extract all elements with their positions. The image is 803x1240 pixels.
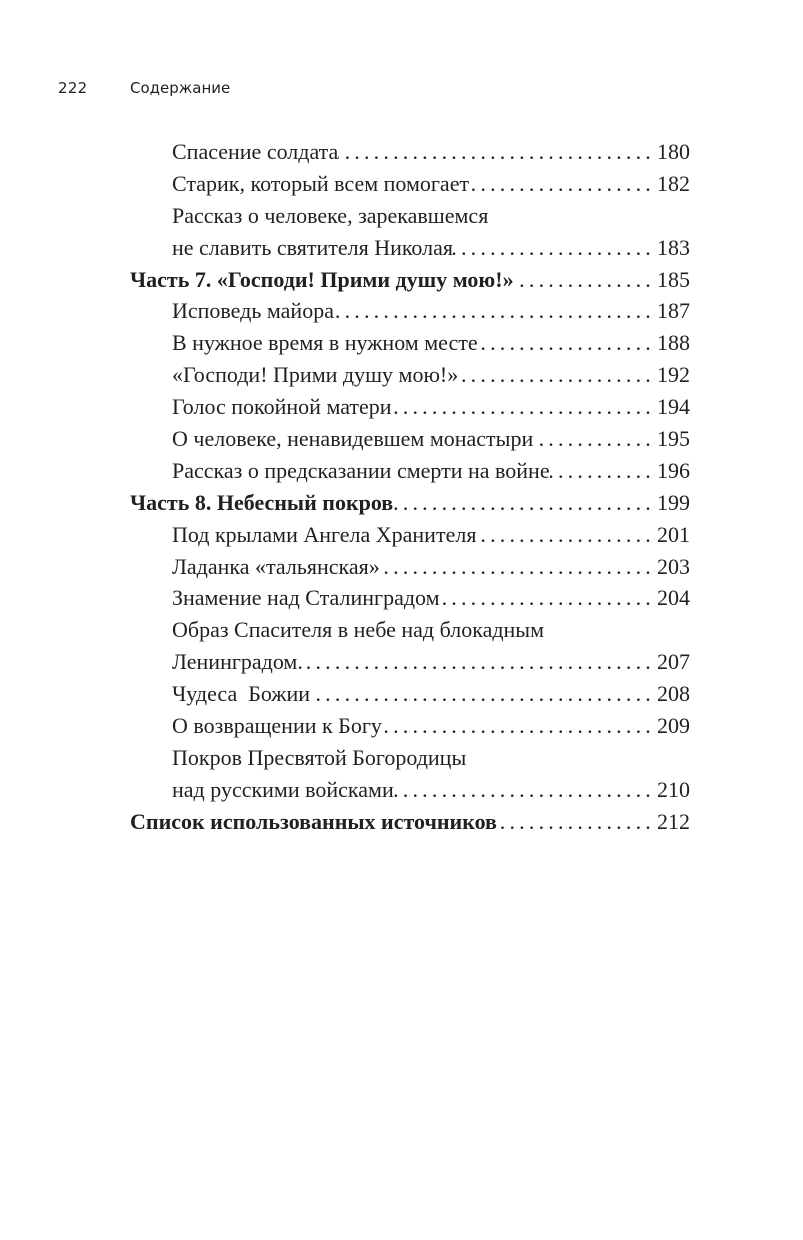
toc-entry-page: 203 bbox=[657, 553, 690, 579]
toc-entry[interactable] bbox=[130, 678, 690, 710]
toc-chapter-page: 199 bbox=[657, 489, 690, 515]
toc-entry-title: «Господи! Прими душу мою!» bbox=[172, 362, 459, 388]
dot-leader bbox=[469, 168, 655, 200]
dot-leader bbox=[392, 391, 655, 423]
dot-leader bbox=[533, 423, 655, 455]
toc-entry[interactable] bbox=[130, 359, 690, 391]
toc-entry[interactable] bbox=[130, 614, 690, 678]
toc-entry-page: 201 bbox=[657, 521, 690, 547]
toc-entry-title: Знамение над Сталинградом bbox=[172, 585, 440, 611]
dot-leader bbox=[514, 264, 655, 296]
toc-chapter-title: Список использованных источников bbox=[130, 808, 497, 834]
toc-entry-title: не славить святителя Николая bbox=[172, 234, 454, 260]
toc-chapter[interactable] bbox=[130, 806, 690, 838]
toc-chapter-title: Часть 8. Небесный покров bbox=[130, 489, 394, 515]
toc-entry-page: 188 bbox=[657, 330, 690, 356]
dot-leader bbox=[382, 710, 655, 742]
toc-entry[interactable] bbox=[130, 168, 690, 200]
toc-entry-title: Ленинградом. bbox=[172, 649, 303, 675]
toc-entry-page: 182 bbox=[657, 170, 690, 196]
running-head-title: Содержание bbox=[130, 79, 231, 97]
toc-chapter[interactable] bbox=[130, 264, 690, 296]
page-number: 222 bbox=[58, 79, 88, 97]
toc-entry-page: 192 bbox=[657, 362, 690, 388]
toc-chapter[interactable] bbox=[130, 487, 690, 519]
toc-chapter-page: 212 bbox=[657, 808, 690, 834]
toc-entry-page: 210 bbox=[657, 776, 690, 802]
dot-leader bbox=[478, 327, 655, 359]
toc-entry[interactable] bbox=[130, 582, 690, 614]
dot-leader bbox=[380, 551, 655, 583]
toc-entry[interactable] bbox=[130, 519, 690, 551]
toc-entry-page: 194 bbox=[657, 394, 690, 420]
toc-entry-title: Исповедь майора bbox=[172, 298, 334, 324]
toc-entry-title: Рассказ о предсказании смерти на войне bbox=[172, 457, 550, 483]
toc-entry-title: Чудеса Божии bbox=[172, 681, 311, 707]
toc-entry-title-line1: Образ Спасителя в небе над блокадным bbox=[172, 617, 545, 643]
dot-leader bbox=[550, 455, 655, 487]
toc-entry[interactable] bbox=[130, 136, 690, 168]
dot-leader bbox=[338, 136, 655, 168]
toc-entry-title: Старик, который всем помогает bbox=[172, 170, 470, 196]
toc-entry[interactable] bbox=[130, 710, 690, 742]
toc-entry-page: 196 bbox=[657, 457, 690, 483]
dot-leader bbox=[303, 646, 655, 678]
toc-entry[interactable] bbox=[130, 455, 690, 487]
toc-entry-title: Спасение солдата bbox=[172, 139, 339, 164]
toc-entry-title: над русскими войсками bbox=[172, 776, 394, 802]
toc-chapter-title: Часть 7. «Господи! Прими душу мою!» bbox=[130, 266, 514, 292]
toc-entry-page: 195 bbox=[657, 426, 690, 452]
dot-leader bbox=[440, 582, 655, 614]
toc-chapter-page: 185 bbox=[657, 266, 690, 292]
toc-entry[interactable] bbox=[130, 295, 690, 327]
dot-leader bbox=[497, 806, 655, 838]
toc-entry[interactable] bbox=[130, 423, 690, 455]
toc-entry-page: 204 bbox=[657, 585, 690, 611]
toc-entry-page: 180 bbox=[657, 139, 690, 164]
toc-entry-page: 209 bbox=[657, 713, 690, 739]
table-of-contents bbox=[130, 136, 690, 838]
toc-entry-title: Ладанка «тальянская» bbox=[172, 553, 380, 579]
toc-entry[interactable] bbox=[130, 742, 690, 806]
toc-entry[interactable] bbox=[130, 200, 690, 264]
toc-entry-page: 208 bbox=[657, 681, 690, 707]
toc-entry-title: В нужное время в нужном месте bbox=[172, 330, 478, 356]
toc-entry[interactable] bbox=[130, 391, 690, 423]
toc-entry[interactable] bbox=[130, 551, 690, 583]
dot-leader bbox=[310, 678, 655, 710]
dot-leader bbox=[453, 232, 655, 264]
toc-entry-title-line1: Рассказ о человеке, зарекавшемся bbox=[172, 202, 489, 228]
toc-entry-title: О возвращении к Богу bbox=[172, 713, 382, 739]
dot-leader bbox=[393, 487, 655, 519]
toc-entry-title-line1: Покров Пресвятой Богородицы bbox=[172, 744, 467, 770]
toc-entry-page: 187 bbox=[657, 298, 690, 324]
toc-entry-page: 183 bbox=[657, 234, 690, 260]
toc-entry[interactable] bbox=[130, 327, 690, 359]
toc-entry-title: Под крылами Ангела Хранителя bbox=[172, 521, 477, 547]
toc-entry-title: Голос покойной матери bbox=[172, 394, 392, 420]
dot-leader bbox=[334, 295, 655, 327]
dot-leader bbox=[476, 519, 655, 551]
dot-leader bbox=[458, 359, 655, 391]
dot-leader bbox=[394, 774, 655, 806]
toc-entry-title: О человеке, ненавидевшем монастыри bbox=[172, 426, 534, 452]
toc-entry-page: 207 bbox=[657, 649, 690, 675]
